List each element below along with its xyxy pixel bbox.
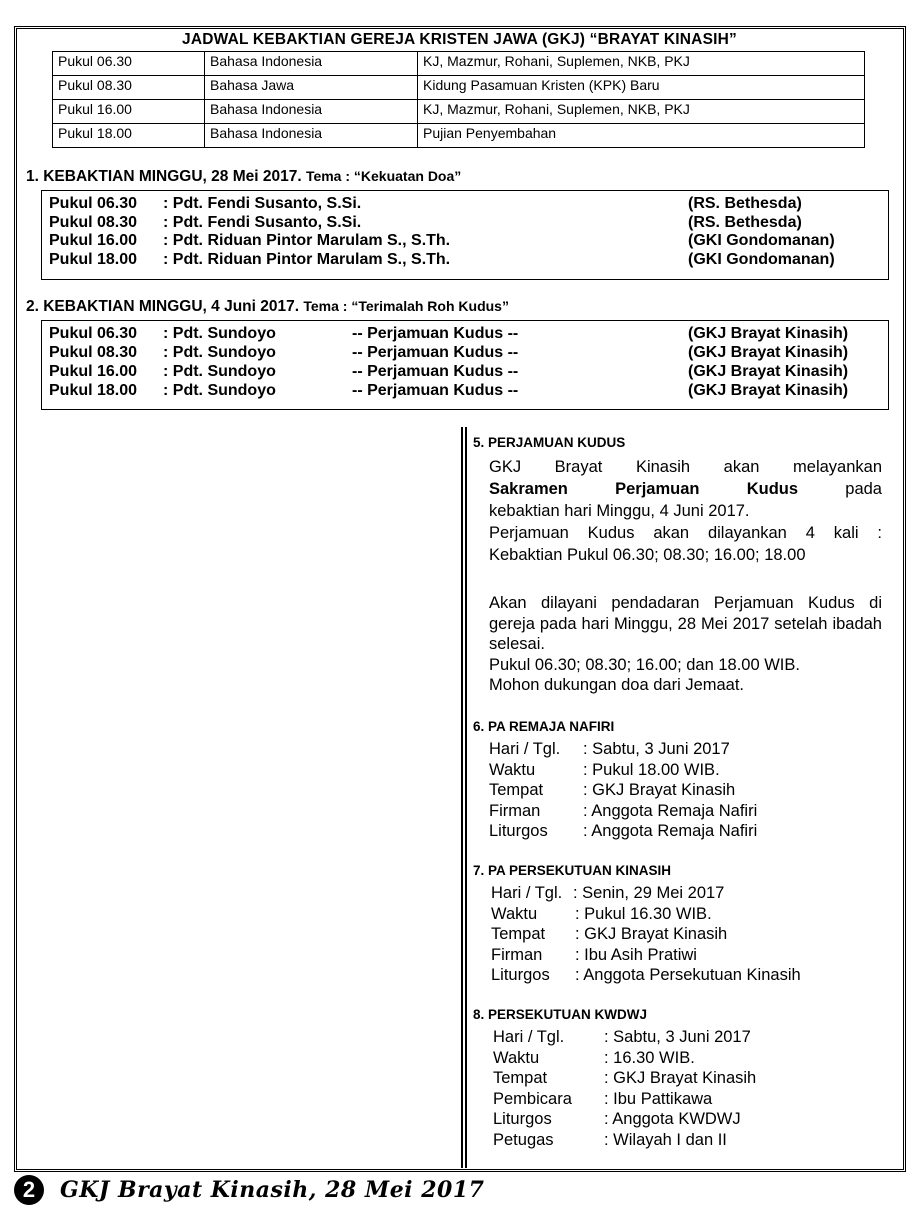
schedule-time: Pukul 06.30	[53, 52, 205, 76]
table-row	[53, 52, 865, 76]
section-5-line: Pukul 06.30; 08.30; 16.00; dan 18.00 WIB.	[489, 655, 800, 674]
preacher: : Pdt. Sundoyo	[163, 344, 276, 361]
schedule-language: Bahasa Indonesia	[205, 100, 418, 124]
kebaktian-2-tema: Tema : “Terimalah Roh Kudus”	[303, 298, 509, 314]
section-5-line: kebaktian hari Minggu, 4 Juni 2017.	[489, 502, 750, 520]
service-time: Pukul 18.00	[49, 382, 138, 399]
schedule-songbook: Pujian Penyembahan	[418, 124, 865, 148]
detail-key: Hari / Tgl.	[493, 1028, 565, 1046]
service-note: -- Perjamuan Kudus --	[352, 363, 519, 380]
detail-value: : Pukul 18.00 WIB.	[583, 760, 720, 779]
service-location: (GKJ Brayat Kinasih)	[688, 325, 849, 342]
page-footer	[14, 1174, 484, 1206]
kebaktian-1-row	[49, 231, 879, 250]
kebaktian-1-row	[49, 194, 879, 213]
service-location: (GKJ Brayat Kinasih)	[688, 382, 849, 399]
detail-value: : Anggota Remaja Nafiri	[583, 822, 758, 841]
detail-key: Tempat	[491, 925, 546, 944]
footer-text: GKJ Brayat Kinasih, 28 Mei 2017	[60, 1177, 485, 1203]
detail-value: : Sabtu, 3 Juni 2017	[583, 740, 730, 758]
section-5-line: Kebaktian Pukul 06.30; 08.30; 16.00; 18.00	[489, 546, 806, 564]
page-number-badge: 2	[14, 1175, 44, 1205]
service-note: -- Perjamuan Kudus --	[352, 382, 519, 399]
detail-key: Hari / Tgl.	[489, 740, 561, 758]
service-note: -- Perjamuan Kudus --	[352, 344, 519, 361]
service-time: Pukul 16.00	[49, 232, 138, 249]
schedule-songbook: KJ, Mazmur, Rohani, Suplemen, NKB, PKJ	[418, 100, 865, 124]
kebaktian-2-row	[49, 343, 879, 362]
schedule-time: Pukul 18.00	[53, 124, 205, 148]
detail-value: : GKJ Brayat Kinasih	[575, 925, 728, 944]
detail-key: Hari / Tgl.	[491, 884, 563, 902]
schedule-language: Bahasa Jawa	[205, 76, 418, 100]
table-row	[53, 76, 865, 100]
preacher: : Pdt. Riduan Pintor Marulam S., S.Th.	[163, 250, 451, 268]
service-note: -- Perjamuan Kudus --	[352, 325, 519, 342]
detail-value: : Ibu Asih Pratiwi	[575, 945, 697, 964]
service-time: Pukul 08.30	[49, 213, 138, 231]
service-time: Pukul 06.30	[49, 325, 138, 342]
schedule-songbook: Kidung Pasamuan Kristen (KPK) Baru	[418, 76, 865, 100]
service-location: (RS. Bethesda)	[688, 213, 802, 231]
section-5-line: Perjamuan Kudus akan dilayankan 4 kali :	[489, 524, 882, 542]
detail-value: : Pukul 16.30 WIB.	[575, 904, 712, 923]
detail-value: : GKJ Brayat Kinasih	[583, 781, 736, 800]
schedule-time: Pukul 08.30	[53, 76, 205, 100]
detail-key: Tempat	[489, 781, 544, 800]
detail-key: Pembicara	[493, 1089, 572, 1108]
detail-key: Firman	[491, 945, 543, 964]
kebaktian-1-date: 1. KEBAKTIAN MINGGU, 28 Mei 2017.	[26, 168, 306, 185]
service-location: (GKJ Brayat Kinasih)	[688, 363, 849, 380]
section-8-heading: 8. PERSEKUTUAN KWDWJ	[473, 1007, 648, 1022]
detail-value: : Senin, 29 Mei 2017	[573, 884, 725, 902]
column-divider	[461, 427, 467, 1168]
kebaktian-2-row	[49, 381, 879, 400]
preacher: : Pdt. Fendi Susanto, S.Si.	[163, 213, 362, 231]
detail-key: Waktu	[493, 1048, 540, 1067]
section-5-line	[489, 478, 882, 500]
section-5-line: Akan dilayani pendadaran Perjamuan Kudus di gereja pada hari Minggu, 28 Mei 2017 setelah ibadah selesai.	[489, 594, 882, 654]
detail-key: Liturgos	[493, 1110, 552, 1129]
preacher: : Pdt. Fendi Susanto, S.Si.	[163, 195, 362, 212]
kebaktian-2-heading	[26, 298, 509, 316]
detail-key: Liturgos	[491, 966, 550, 985]
detail-key: Waktu	[491, 904, 538, 923]
section-5-line-end: pada	[845, 480, 882, 498]
service-location: (GKJ Brayat Kinasih)	[688, 344, 849, 361]
detail-value: : GKJ Brayat Kinasih	[604, 1069, 757, 1088]
preacher: : Pdt. Riduan Pintor Marulam S., S.Th.	[163, 232, 451, 249]
section-5-line: Mohon dukungan doa dari Jemaat.	[489, 676, 745, 695]
detail-key: Petugas	[493, 1130, 554, 1149]
kebaktian-1-heading	[26, 168, 461, 186]
detail-key: Waktu	[489, 760, 536, 779]
preacher: : Pdt. Sundoyo	[163, 363, 276, 380]
section-5-bold-text: Sakramen Perjamuan Kudus	[489, 480, 799, 498]
kebaktian-2-date: 2. KEBAKTIAN MINGGU, 4 Juni 2017.	[26, 298, 304, 315]
section-5-heading: 5. PERJAMUAN KUDUS	[473, 435, 626, 450]
detail-value: : Wilayah I dan II	[604, 1130, 727, 1149]
kebaktian-1-row	[49, 213, 879, 232]
section-5-body-2	[489, 593, 882, 696]
detail-value: : 16.30 WIB.	[604, 1048, 695, 1067]
detail-key: Tempat	[493, 1069, 548, 1088]
table-row	[53, 124, 865, 148]
page-title: JADWAL KEBAKTIAN GEREJA KRISTEN JAWA (GKJ) “BRAYAT KINASIH”	[182, 31, 737, 48]
table-row	[53, 100, 865, 124]
detail-value: : Anggota Persekutuan Kinasih	[575, 966, 801, 985]
service-location: (GKI Gondomanan)	[688, 232, 835, 249]
schedule-time: Pukul 16.00	[53, 100, 205, 124]
section-5-line: GKJ Brayat Kinasih akan melayankan	[489, 458, 882, 476]
section-5-body	[489, 456, 882, 566]
detail-key: Firman	[489, 801, 541, 820]
section-6-heading: 6. PA REMAJA NAFIRI	[473, 719, 615, 734]
service-schedule-table	[52, 51, 865, 148]
service-location: (RS. Bethesda)	[688, 195, 802, 212]
schedule-language: Bahasa Indonesia	[205, 52, 418, 76]
preacher: : Pdt. Sundoyo	[163, 382, 276, 399]
service-location: (GKI Gondomanan)	[688, 250, 835, 268]
detail-key: Liturgos	[489, 822, 548, 841]
kebaktian-1-tema: Tema : “Kekuatan Doa”	[305, 168, 462, 184]
schedule-language: Bahasa Indonesia	[205, 124, 418, 148]
service-time: Pukul 08.30	[49, 344, 138, 361]
service-time: Pukul 16.00	[49, 363, 138, 380]
preacher: : Pdt. Sundoyo	[163, 325, 276, 342]
kebaktian-2-row	[49, 324, 879, 343]
detail-value: : Sabtu, 3 Juni 2017	[604, 1028, 751, 1046]
service-time: Pukul 06.30	[49, 195, 138, 212]
detail-value: : Anggota Remaja Nafiri	[583, 801, 758, 820]
service-time: Pukul 18.00	[49, 250, 138, 268]
section-7-heading: 7. PA PERSEKUTUAN KINASIH	[473, 863, 672, 878]
schedule-songbook: KJ, Mazmur, Rohani, Suplemen, NKB, PKJ	[418, 52, 865, 76]
kebaktian-2-row	[49, 362, 879, 381]
detail-value: : Ibu Pattikawa	[604, 1089, 713, 1108]
detail-value: : Anggota KWDWJ	[604, 1110, 741, 1129]
kebaktian-1-row	[49, 250, 879, 269]
